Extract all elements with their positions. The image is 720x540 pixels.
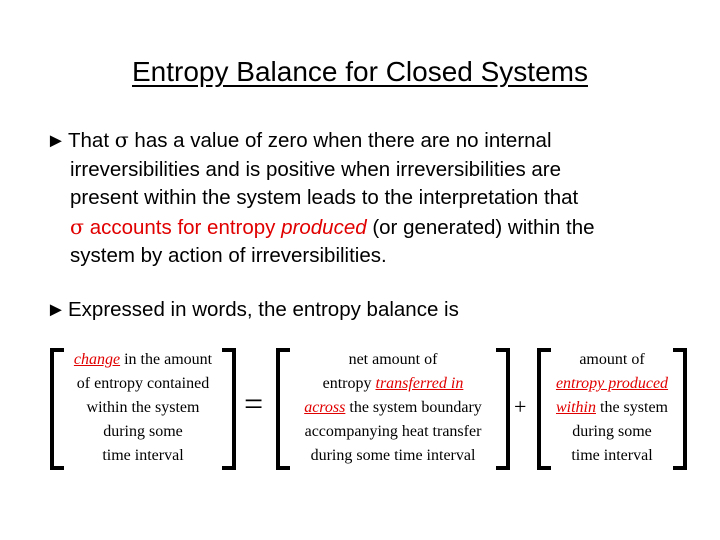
bullet-line: present within the system leads to the interpretation that [70, 186, 579, 209]
bullet-line [46, 126, 706, 156]
entropy-transfer-box [276, 348, 510, 466]
bullet-line: irreversibilities and is positive when irreversibilities are [70, 157, 562, 181]
highlight-text: across [304, 399, 346, 416]
box-text: during some [572, 423, 652, 440]
highlight-text: transferred in [375, 375, 464, 392]
box-text: during some time interval [310, 447, 476, 464]
bullet-line [46, 213, 706, 243]
box-text: the system boundary [345, 399, 482, 416]
entropy-change-box [50, 348, 236, 466]
box-text: accompanying heat transfer [304, 423, 482, 440]
bullet-text: Expressed in words, the entropy balance is [68, 298, 459, 321]
entropy-change-text [50, 348, 236, 468]
box-text: time interval [571, 447, 653, 464]
box-text: in the amount [120, 351, 213, 368]
bullet-arrow-icon: ► [46, 130, 66, 152]
highlight-text-italic: produced [281, 215, 367, 239]
entropy-transfer-text [276, 348, 510, 468]
entropy-produced-box [537, 348, 687, 466]
box-text: the system [596, 399, 668, 416]
sigma-symbol: σ [70, 214, 84, 239]
bullet-line [46, 296, 706, 325]
box-text: of entropy contained [76, 375, 210, 392]
bullet-text: (or generated) within the [366, 215, 595, 239]
box-text: amount of [579, 351, 645, 368]
box-text: during some [103, 423, 183, 440]
equals-sign: = [244, 386, 264, 423]
highlight-text: change [73, 351, 121, 368]
box-text: entropy [322, 375, 376, 392]
highlight-text: within [555, 399, 596, 416]
highlight-text: accounts for entropy [84, 215, 282, 239]
box-text: time interval [102, 447, 184, 464]
bullet-text: has a value of zero when there are no internal [128, 129, 552, 152]
bullet-expressed-in-words [46, 296, 706, 325]
highlight-text: entropy produced [555, 375, 669, 392]
bullet-line: system by action of irreversibilities. [70, 244, 387, 267]
entropy-produced-text [537, 348, 687, 468]
bullet-arrow-icon: ► [46, 299, 66, 321]
sigma-symbol: σ [114, 128, 129, 152]
box-text: net amount of [348, 351, 438, 368]
bullet-text: That [68, 129, 115, 152]
bullet-sigma-interpretation [46, 126, 706, 271]
box-text: within the system [86, 399, 200, 416]
slide-title: Entropy Balance for Closed Systems [132, 56, 588, 87]
plus-sign: + [514, 394, 527, 419]
